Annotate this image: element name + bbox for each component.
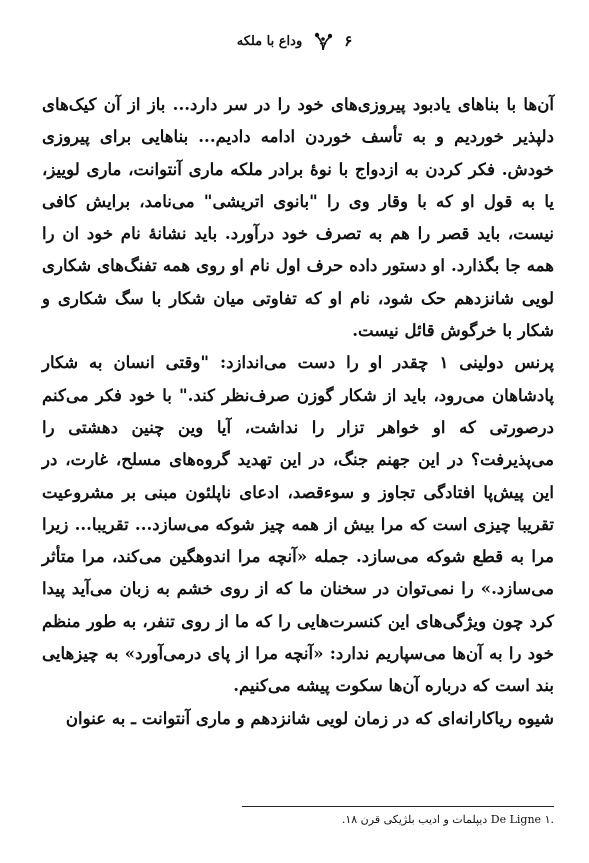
page-header xyxy=(0,30,589,52)
paragraph-1: آن‌ها با بناهای یادبود پیروزی‌های خود را در سر دارد... باز از آن کیک‌های دلپذیر خوردیم و به تأسف خوردن ادامه دادیم... بناهایی برای پیروزی خودش. فکر کردن به ازدواج با نوهٔ برادر ملکه ماری آنتوانت، ماری لوییز، یا به قول او که با وقار وی را "بانوی اتریشی" می‌نامد، برایش کافی نیست، باید قصر را هم به تصرف خود درآورد. باید نشانهٔ نام خود ان را همه جا بگذارد. او دستور داده حرف اول نام او روی همه تفنگ‌های شکاری لویی شانزدهم حک شود، نام او که تفاوتی میان شکار با سگ شکاری و شکار با خرگوش قائل نیست. xyxy=(42,94,554,341)
footnote-divider xyxy=(242,806,554,807)
paragraph-2: پرنس دولینی ۱ چقدر او را دست می‌اندازد: "وقتی انسان به شکار پادشاهان می‌رود، باید از شکار گوزن صرف‌نظر کند." با خود فکر می‌کنم درصورتی که او خواهر تزار را نداشت، آیا وین چنین دهشتی را می‌پذیرفت؟ در این جهنم جنگ، در این تهدید گروه‌های مسلح، غارت، در این پیش‌پا افتادگی تجاوز و سوءقصد، ادعای ناپلئون مبنی بر مشروعیت تقریبا چیزی است که مرا بیش از همه چیز شوکه می‌سازد... تقریبا... زیرا مرا به قطع شوکه می‌سازد. جمله «آنچه مرا اندوهگین می‌کند، مرا متأثر می‌سازد.» را نمی‌توان در سخنان ما که از روی خشم به زبان می‌آید پیدا کرد چون ویژگی‌های این کنسرت‌هایی را که ما از روی تنفر، به طور منظم خود را به آن‌ها می‌سپاریم ندارد: «آنچه مرا از پای درمی‌آورد» به چیزهایی بند است که درباره آن‌ها سکوت پیشه می‌کنیم. xyxy=(42,352,555,696)
paragraph-3: شیوه ریاکارانه‌ای که در زمان لویی شانزدهم و ماری آنتوانت ـ به عنوان xyxy=(65,707,554,728)
running-title: وداع با ملکه xyxy=(236,33,303,49)
body-text xyxy=(42,88,554,734)
footnote: .۱ De Ligne دیپلمات و ادیب بلژیکی قرن ۱۸. xyxy=(341,813,554,826)
floral-ornament-icon xyxy=(312,30,334,52)
page-number: ۶ xyxy=(344,32,353,50)
